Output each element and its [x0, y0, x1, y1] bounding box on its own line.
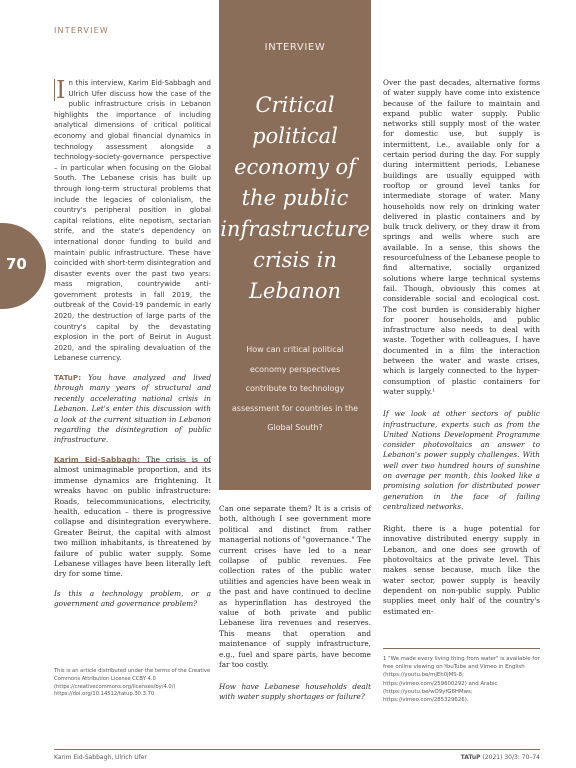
title-line: crisis in	[253, 248, 337, 272]
page-number: 70	[6, 255, 27, 273]
intro-text: n this interview, Karim Eid-Sabbagh and Ulrich Ufer discuss how the case of the public infrastructure crisis in Lebanon highlights the importance of including analytical dimensions of critical political economy and global financial dynamics in technology assessment alongside a technology-society-governance perspective – in particular when focusing on the Global South. The Lebanese crisis has built up through long-term structural problems that include the legacies of colonialism, the country's peripheral position in global capital relations, elite nepotism, sectarian strife, and the state's dependency on international donor funding to build and maintain public infrastructure. These have coincided with short-term disintegration and disaster events over the past two years: mass migration, countrywide anti-government protests in fall 2019, the outbreak of the Covid-19 pandemic in early 2020, the destruction of large parts of the country's capital by the devastating explosion in the port of Beirut in August 2020, and the spiraling devaluation of the Lebanese currency.	[54, 79, 211, 363]
answer-2: Can one separate them? It is a crisis of both, although I see government more political and distinct from rather managerial notions of "governance." The current crises have led to a near collapse of public revenues. Fee collection rates of the public water utilities and agencies have been weak in the past and have continued to decline as hyperinflation has destroyed the value of both private and public Lebanese lira revenues and reserves. This means that operation and maintenance of supply infrastructure, e.g., fuel and spare parts, have become far too costly.	[219, 504, 371, 670]
article-title	[219, 90, 371, 307]
intro-paragraph	[54, 78, 211, 364]
citation-details: (2021) 30/3: 70–74	[480, 754, 540, 761]
drop-cap: I	[56, 76, 66, 104]
title-box	[219, 0, 371, 490]
page-number-tab	[0, 223, 46, 309]
answer-1	[54, 455, 211, 580]
footnote: 1 "We made every living thing from water" is available for free online viewing on YouTube and Vimeo in English (https://youtu.be/mjEh0jMS-8; https://vimeo.com/259600292) and Arabic (https://youtu.be/wO9yfG6HMws; https://vimeo.com/285329626).	[383, 656, 540, 704]
footnote-divider	[383, 648, 540, 649]
title-line: political	[252, 124, 338, 148]
answer-4: Right, there is a huge potential for innovative distributed energy supply in Lebanon, and one does see growth of photovoltaics at the private level. This makes sense because, much like the water sector, power supply is heavily dependent on non-public supply. Public supplies meet only half of the country's estimated en-	[383, 524, 540, 616]
journal-name: TATuP	[460, 754, 481, 761]
answer-1-text: The crisis is of almost unimaginable proportion, and its immense dynamics are frightening. It wreaks havoc on public infrastructure: Roads, telecommunications, electricity, health, education – there is progressive collapse and disintegration everywhere. Greater Beirut, the capital with almost two million inhabitants, is threatened by failure of public water supply. Some Lebanese villages have been literally left dry for some time.	[54, 454, 211, 579]
title-box-label: INTERVIEW	[264, 42, 326, 53]
question-2: Is this a technology problem, or a government and governance problem?	[54, 588, 211, 609]
footer-authors: Karim Eid-Sabbagh, Ulrich Ufer	[54, 754, 147, 761]
middle-column-text	[219, 504, 371, 702]
question-label: TATuP:	[54, 373, 82, 383]
footer-citation	[461, 754, 540, 761]
license-note: This is an article distributed under the terms of the Creative Commons Attribution License CCBY 4.0 (https://creativecommons.org/licenses/by/4.0/) https://doi.org/10.14512/tatup.30.3.70	[54, 668, 211, 698]
divider	[54, 462, 211, 463]
title-line: the public	[241, 186, 349, 210]
title-line: economy of	[234, 155, 356, 179]
right-column	[383, 78, 540, 617]
title-line: Critical	[255, 93, 335, 117]
footer-divider	[54, 749, 540, 750]
question-1	[54, 373, 211, 446]
question-1-text: You have analyzed and lived through many years of structural and recently accelerating national crisis in Lebanon. Let's enter this discussion with a look at the current situation in Lebanon regarding the disintegration of public infrastructure.	[54, 373, 211, 445]
title-line: infrastructure	[220, 217, 370, 241]
answer-3: Over the past decades, alternative forms of water supply have come into existence because of the failure to maintain and expand public water supply. Public networks still supply most of the water for domestic use, but supply is intermittent, i.e., available only for a certain period during the day. For supply during intermittent periods, Lebanese buildings are usually equipped with rooftop or ground level tanks for intermediate storage of water. Many households now rely on drinking water delivered in plastic containers and by bulk truck delivery, or they draw it from springs and wells where such are available. In a sense, this shows the resourcefulness of the Lebanese people to find alternative, socially organized solutions where large technical systems fail. Though, obviously this comes at considerable social and ecological cost. The cost burden is considerably higher for poorer households, and public infrastructure also needs to deal with waste. Together with colleagues, I have documented in a film the interaction between the water and waste crises, which is largely connected to the hyper-consumption of plastic containers for water supply.¹	[383, 78, 540, 396]
article-subtitle: How can critical political economy perspectives contribute to technology assessment for countries in the Global South?	[231, 345, 359, 432]
left-column	[54, 78, 211, 610]
section-label: INTERVIEW	[54, 26, 110, 35]
question-3: How have Lebanese households dealt with water supply shortages or failure?	[219, 681, 371, 701]
question-4: If we look at other sectors of public infrastructure, experts such as from the United Nations Development Programme consider photovoltaics an answer to Lebanon's power supply challenges. With well over two hundred hours of sunshine on average per month, this looked like a promising solution for distributed power generation in the face of failing centralized networks.	[383, 409, 540, 511]
speaker-label: Karim Eid-Sabbagh:	[54, 454, 141, 464]
title-line: Lebanon	[248, 279, 342, 303]
